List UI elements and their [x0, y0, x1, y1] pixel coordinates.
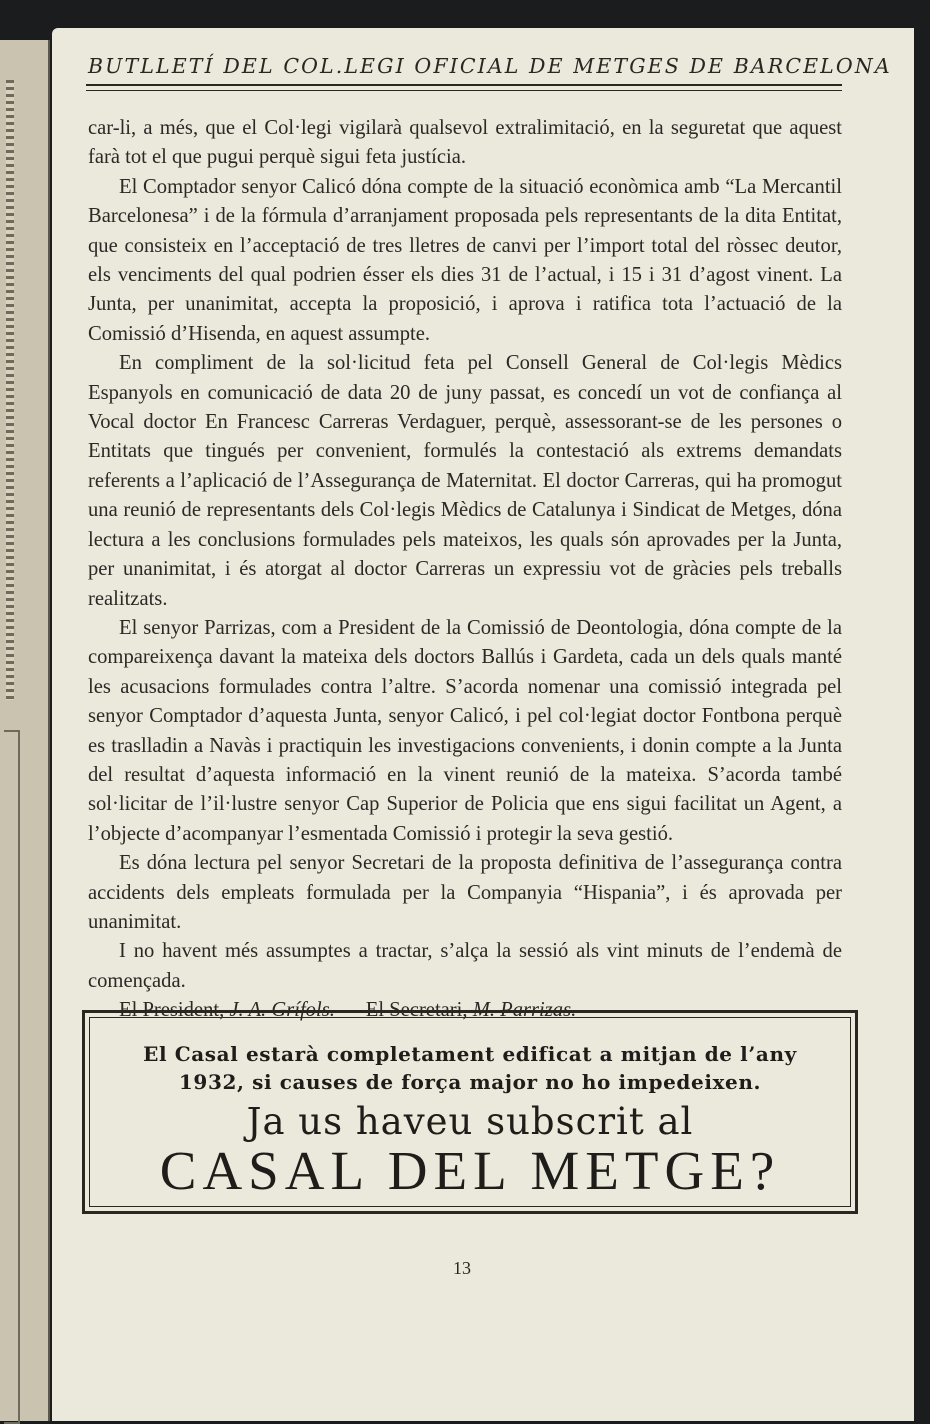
paragraph: En compliment de la sol·licitud feta pel Consell General de Col·legis Mèdics Espanyols en comunicació de data 20 de juny passat, es concedí un vot de confiança al Vocal doctor En Francesc Carreras Verdaguer, perquè, assessorant-se de les persones o Entitats que tingués per convenient, formulés la contestació als extrems demandats referents a l’aplicació de l’Assegurança de Maternitat. El doctor Carreras, qui ha promogut una reunió de representants dels Col·legis Mèdics de Catalunya i Sindicat de Metges, dóna lectura a les conclusions formulades pels mateixos, les quals són aprovades per la Junta, per unanimitat, i és atorgat al doctor Carreras un expressiu vot de gràcies pels treballs realitzats.: [88, 352, 842, 610]
advert-line-3: Ja us haveu subscrit al: [246, 1100, 694, 1143]
secretary-label: El Secretari,: [365, 999, 468, 1022]
advert-inner-frame: [89, 1017, 851, 1207]
running-head: BUTLLETÍ DEL COL.LEGI OFICIAL DE METGES DE BARCELONA: [88, 54, 892, 78]
advert-box: [82, 1010, 858, 1214]
advert-line-2: 1932, si causes de força major no ho impedeixen.: [178, 1070, 762, 1094]
signature-separator: —: [340, 999, 361, 1022]
advert-headline: CASAL DEL METGE?: [159, 1140, 781, 1201]
paragraph: I no havent més assumptes a tractar, s’alça la sessió als vint minuts de l’endemà de començada.: [88, 940, 842, 992]
paragraph: El Comptador senyor Calicó dóna compte de la situació econòmica amb “La Mercantil Barcelonesa” i de la fórmula d’arranjament proposada pels representants de la dita Entitat, que consisteix en l’acceptació de tres lletres de canvi per l’import total del ròssec deutor, els venciments del qual podrien ésser els dies 31 de l’actual, i 15 i 31 d’agost vinent. La Junta, per unanimitat, accepta la proposició, i aprova i ratifica tota l’actuació de la Comissió d’Hisenda, en aquest assumpte.: [88, 175, 842, 345]
body-text: [88, 114, 842, 1026]
page: [52, 28, 914, 1421]
book-binding: [0, 40, 50, 1421]
president-label: El President,: [119, 999, 225, 1022]
paragraph: car-li, a més, que el Col·legi vigilarà qualsevol extralimitació, en la seguretat que aquest farà tot el que pugui perquè sigui feta justícia.: [88, 117, 842, 169]
president-name: J. A. Grífols.: [229, 999, 335, 1022]
secretary-name: M. Parrizas.: [472, 999, 577, 1022]
paragraph: El senyor Parrizas, com a President de la Comissió de Deontologia, dóna compte de la compareixença davant la mateixa dels doctors Ballús i Gardeta, cada un dels quals manté les acusacions formulades contra l’altre. S’acorda nomenar una comissió integrada pel senyor Comptador d’aquesta Junta, senyor Calicó, i pel col·legiat doctor Fontbona perquè es traslladin a Navàs i practiquin les investigacions convenients, i donin compte a la Junta del resultat d’aquesta informació en la vinent reunió de la mateixa. S’acorda també sol·licitar de l’il·lustre senyor Cap Superior de Policia que ens sigui facilitat un Agent, a l’objecte d’acompanyar l’esmentada Comissió i protegir la seva gestió.: [88, 616, 842, 845]
binding-edge: [4, 730, 20, 1424]
binding-stitching: [6, 80, 14, 700]
page-number: 13: [453, 1258, 471, 1278]
advert-line-1: El Casal estarà completament edificat a mitjan de l’any: [143, 1042, 797, 1066]
header-rule: [86, 84, 842, 91]
paragraph: Es dóna lectura pel senyor Secretari de la proposta definitiva de l’assegurança contra accidents dels empleats formulada per la Companyia “Hispania”, i és aprovada per unanimitat.: [88, 852, 842, 933]
